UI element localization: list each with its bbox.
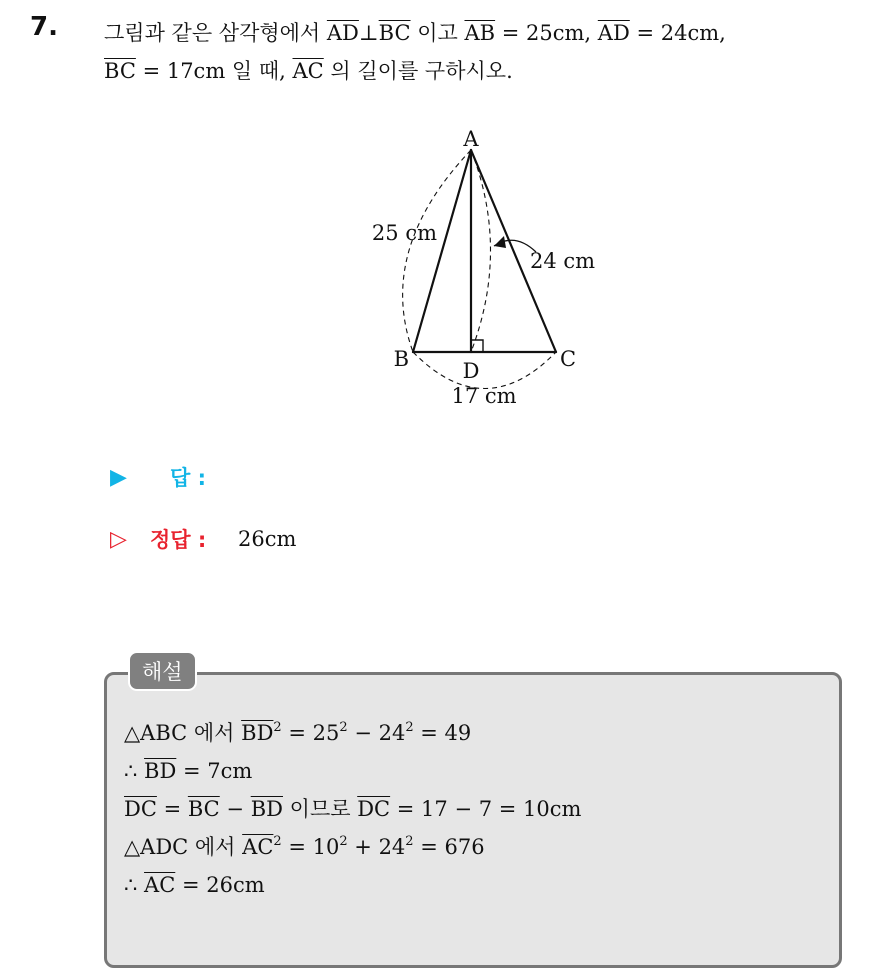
explanation-content [124,714,581,904]
bc-length-label: 17 cm [451,384,517,408]
exponent: 2 [339,720,348,735]
text-part: △ADC 에서 [124,835,243,859]
vertex-b-label: B [393,347,409,371]
explanation-line-3 [124,790,581,828]
text-part: 이므로 [282,797,358,821]
exponent: 2 [405,720,414,735]
segment-bc: $\overline{BC}$ [187,797,220,821]
segment-bd: $\overline{BD}$ [144,759,177,783]
text-part: = [156,797,188,821]
text-part: + 24 [347,835,406,859]
text-part: = 676 [413,835,485,859]
text-part: − 24 [347,721,406,745]
segment-ad: $\overline{AD}$ [597,21,630,45]
perpendicular-symbol: ⊥ [358,21,379,45]
question-number: 7. [30,12,58,42]
vertex-d-label: D [462,359,480,383]
segment-ac: $\overline{AC}$ [144,873,176,897]
segment-bd: $\overline{BD}$ [250,797,283,821]
question-text-part: 그림과 같은 삼각형에서 [104,21,327,45]
segment-bc: $\overline{BC}$ [378,21,411,45]
vertex-c-label: C [560,347,577,371]
text-part: = 10 [281,835,340,859]
explanation-tag: 해설 [128,651,197,691]
segment-dc: $\overline{DC}$ [357,797,391,821]
ad-length: = 24cm, [629,21,726,45]
play-icon: ▶ [110,464,127,490]
exponent: 2 [273,720,282,735]
answer-label: 답 : [170,466,206,490]
therefore-symbol: ∴ [124,759,145,783]
segment-ab: $\overline{AB}$ [464,21,496,45]
segment-bd: $\overline{BD}$ [241,721,274,745]
question-text-part: 이고 [410,21,465,45]
question-line-1 [104,14,874,52]
segment-ac: $\overline{AC}$ [292,59,324,83]
question-line-2 [104,52,874,90]
correct-answer-row [110,524,296,554]
text-part: △ABC 에서 [124,721,242,745]
explanation-line-2 [124,752,581,790]
correct-answer-value: 26cm [238,527,297,551]
segment-bc: $\overline{BC}$ [104,59,136,83]
bc-length: = 17cm [135,59,226,83]
text-part: = 49 [413,721,472,745]
explanation-line-1 [124,714,581,752]
segment-ac: $\overline{AC}$ [242,835,274,859]
exponent: 2 [405,834,414,849]
vertex-a-label: A [463,127,479,151]
text-part: = 26cm [175,873,265,897]
exponent: 2 [339,834,348,849]
ab-length-label: 25 cm [371,221,437,245]
side-ab [413,150,471,352]
text-part: = 25 [281,721,340,745]
pointer-arrow-head [494,236,506,248]
therefore-symbol: ∴ [124,873,145,897]
triangle-figure [350,110,620,410]
answer-row [110,462,206,492]
arc-ab [403,150,471,352]
explanation-line-5 [124,866,581,904]
ab-length: = 25cm, [495,21,598,45]
segment-ad: $\overline{AD}$ [326,21,359,45]
segment-dc: $\overline{DC}$ [124,797,157,821]
text-part: = 7cm [176,759,253,783]
exponent: 2 [273,834,282,849]
arc-ad [471,150,491,352]
question-text [104,14,874,90]
explanation-line-4 [124,828,581,866]
play-outline-icon: ▷ [110,526,127,552]
correct-answer-label: 정답 : [150,528,207,552]
question-text-part: 의 길이를 구하시오. [323,59,513,83]
question-text-part: 일 때, [225,59,293,83]
text-part: = 17 − 7 = 10cm [390,797,582,821]
ad-length-label: 24 cm [530,249,596,273]
text-part: − [219,797,251,821]
